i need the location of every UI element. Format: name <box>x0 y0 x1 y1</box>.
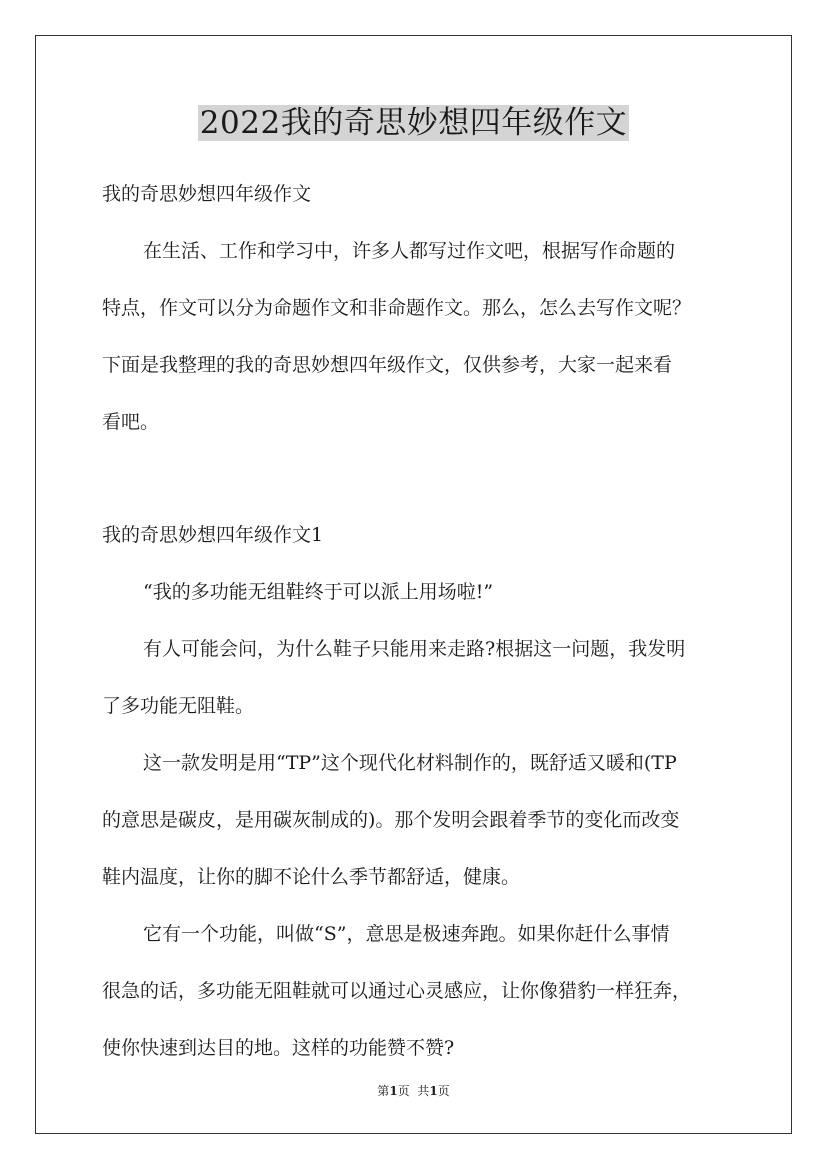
document-body <box>102 172 728 1083</box>
paragraph-line: 下面是我整理的我的奇思妙想四年级作文，仅供参考，大家一起来看 <box>102 354 673 376</box>
paragraph-line: 了多功能无阻鞋。 <box>102 695 255 717</box>
paragraph-line: 使你快速到达目的地。这样的功能赞不赞? <box>102 1037 455 1059</box>
paragraph-line: “我的多功能无组鞋终于可以派上用场啦!” <box>143 581 494 603</box>
document-title-text: 2022我的奇思妙想四年级作文 <box>199 105 628 141</box>
current-page-number: 1 <box>389 1084 398 1098</box>
section-heading: 我的奇思妙想四年级作文 <box>102 183 312 205</box>
section-heading: 我的奇思妙想四年级作文1 <box>102 524 324 546</box>
paragraph-line: 有人可能会问，为什么鞋子只能用来走路?根据这一问题，我发明 <box>143 638 686 660</box>
paragraph-line: 它有一个功能，叫做“S”，意思是极速奔跑。如果你赶什么事情 <box>143 923 670 945</box>
total-page-number: 1 <box>429 1084 438 1098</box>
document-title <box>0 100 827 145</box>
paragraph-line: 的意思是碳皮，是用碳灰制成的)。那个发明会跟着季节的变化而改变 <box>102 809 680 831</box>
paragraph-line: 特点，作文可以分为命题作文和非命题作文。那么，怎么去写作文呢？ <box>102 297 692 319</box>
page-footer: 第1页 共1页 <box>377 1084 450 1098</box>
paragraph-line: 在生活、工作和学习中，许多人都写过作文吧，根据写作命题的 <box>143 240 676 262</box>
paragraph-line: 鞋内温度，让你的脚不论什么季节都舒适，健康。 <box>102 866 521 888</box>
paragraph-line: 很急的话，多功能无阻鞋就可以通过心灵感应，让你像猎豹一样狂奔， <box>102 980 692 1002</box>
paragraph-line: 看吧。 <box>102 411 160 433</box>
paragraph-line: 这一款发明是用“TP”这个现代化材料制作的，既舒适又暖和(TP <box>143 752 677 774</box>
paragraph-gap <box>102 457 728 513</box>
